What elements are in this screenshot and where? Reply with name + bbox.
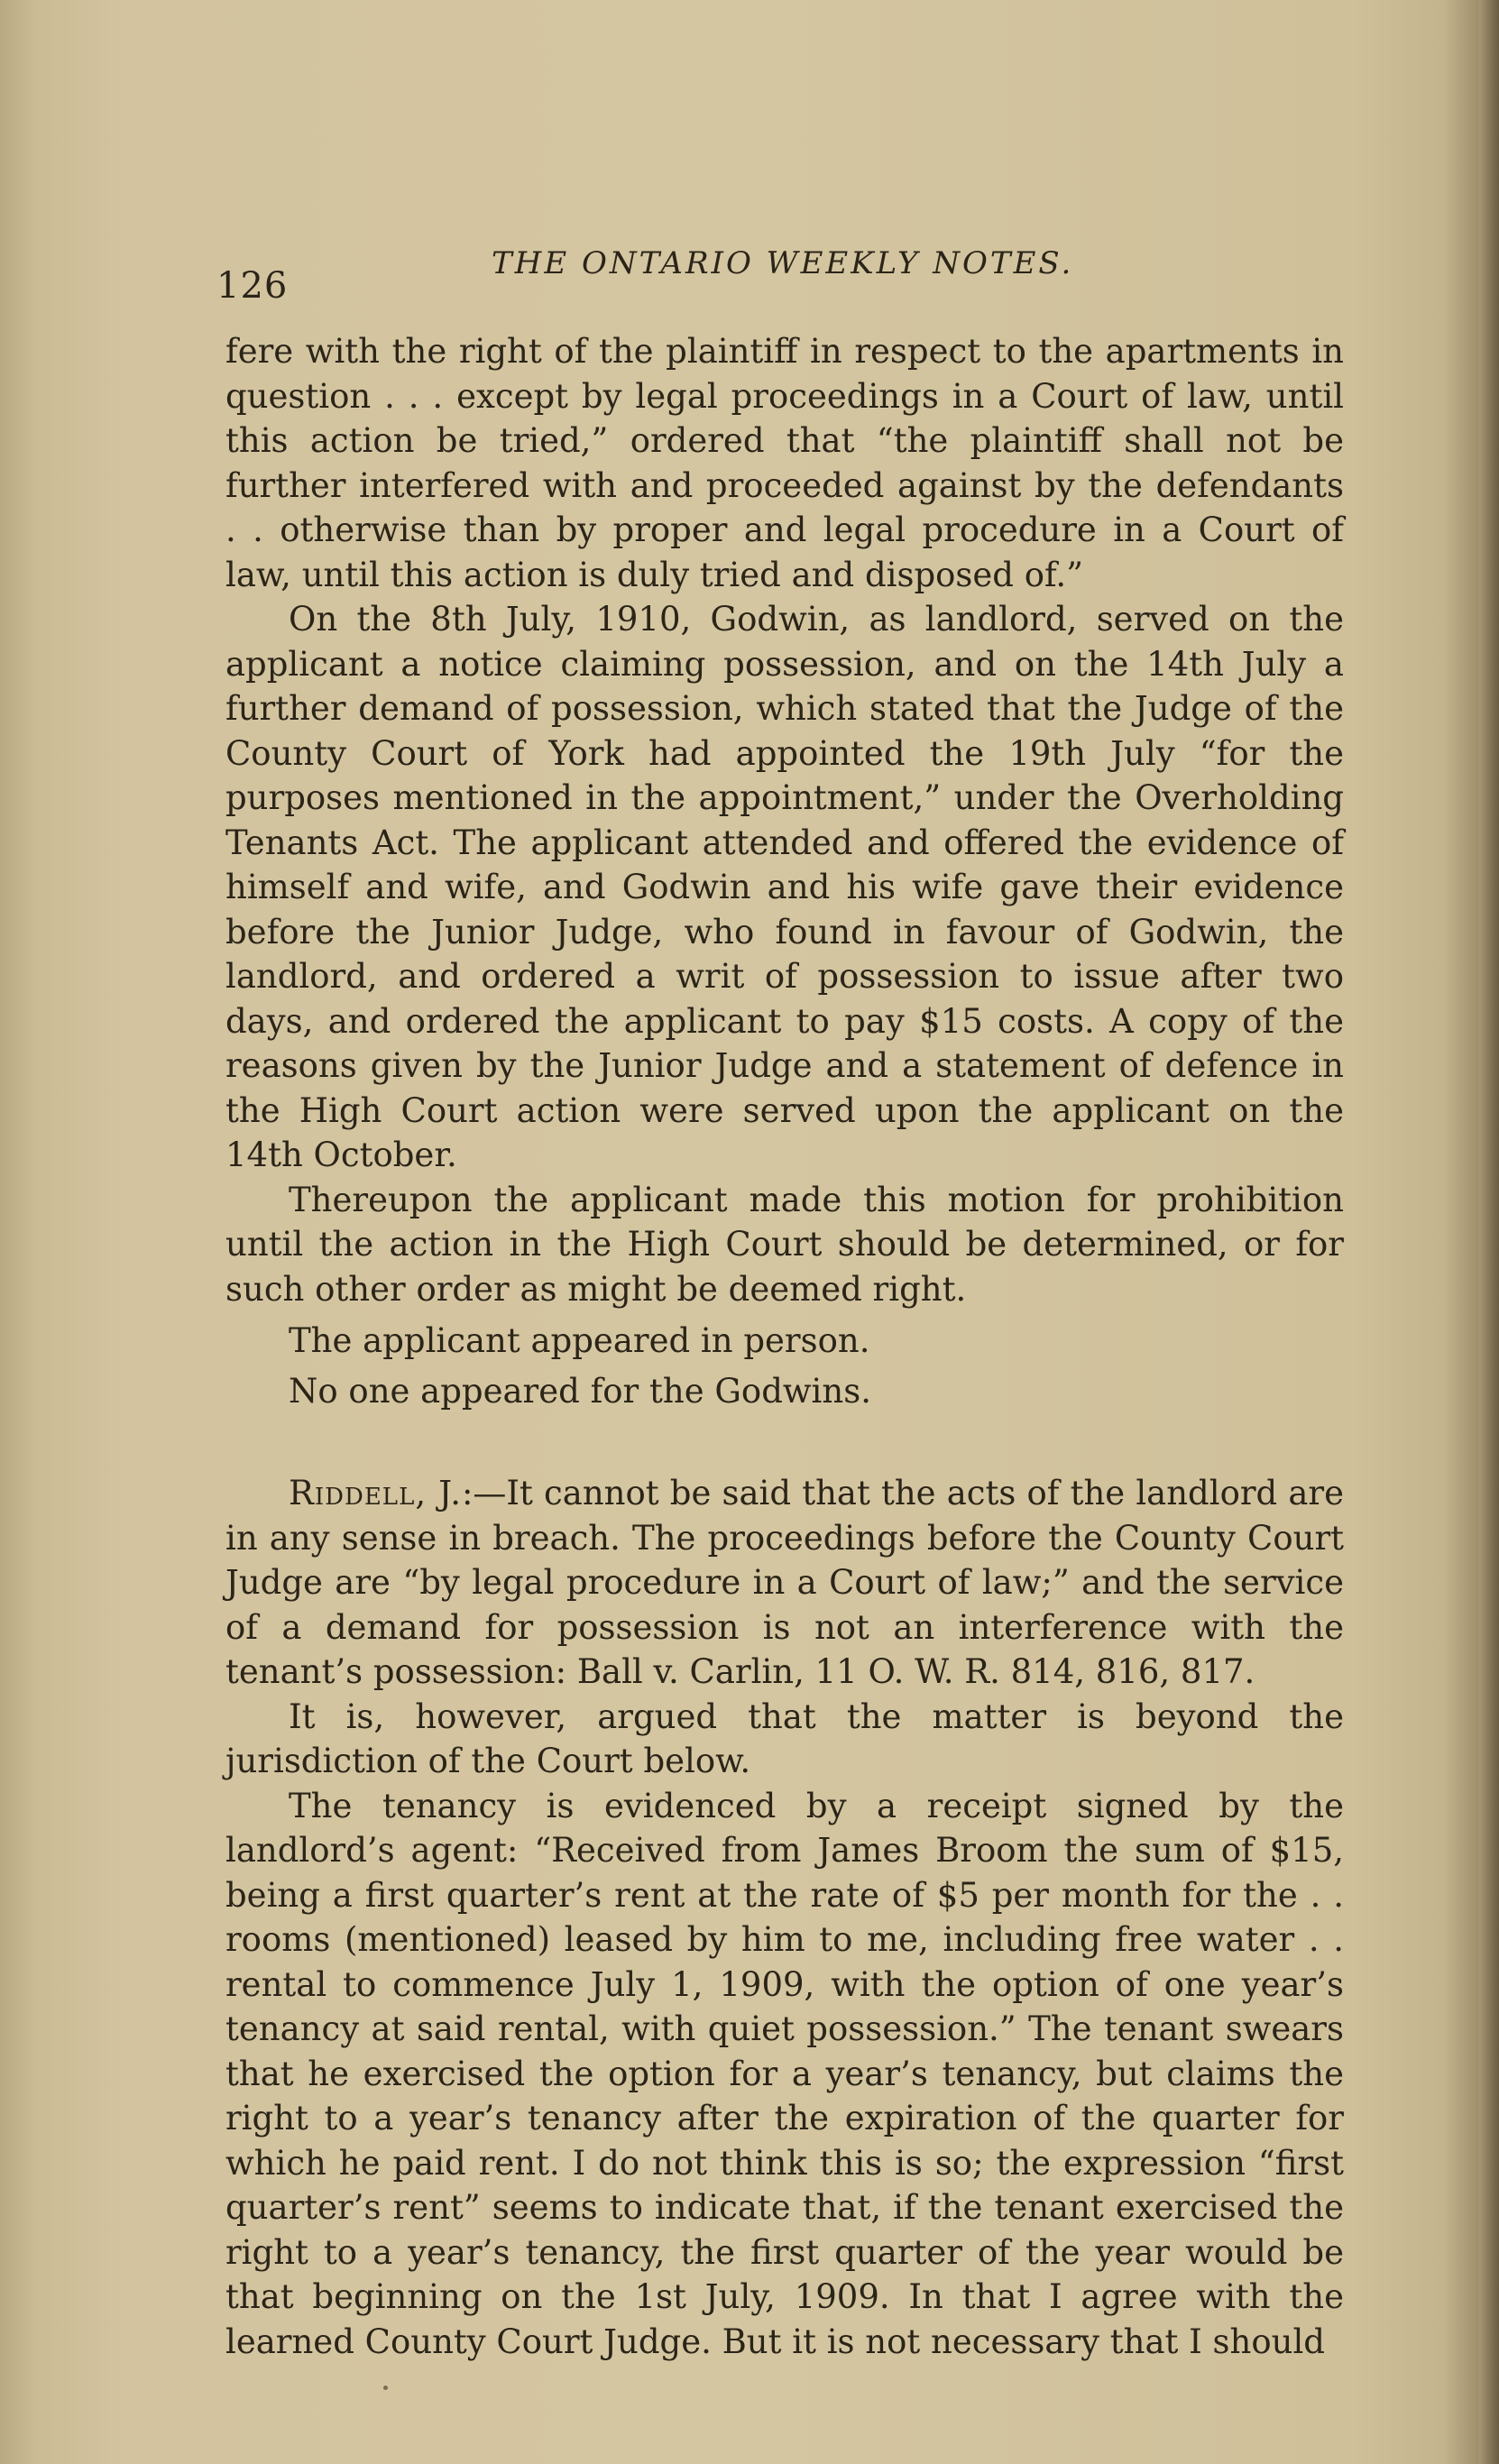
paragraph-appearance-applicant: The applicant appeared in person. bbox=[289, 1321, 870, 1360]
paper-speck bbox=[383, 2386, 388, 2390]
page-header bbox=[216, 236, 1344, 308]
paragraph-motion: Thereupon the applicant made this motion for prohibition until the action in the High Court should be determined, or for such other order as might be deemed right. bbox=[225, 1180, 1344, 1309]
paragraph-jurisdiction: It is, however, argued that the matter is beyond the jurisdiction of the Court below. bbox=[225, 1696, 1344, 1780]
paragraph-judgment-opening bbox=[225, 1471, 1344, 1695]
page-binding-shadow bbox=[1479, 0, 1499, 2464]
paragraph-tenancy: The tenancy is evidenced by a receipt signed by the landlord’s agent: “Received from James Broom the sum of $15, being a first quarter’s rent at the rate of $5 per month for the . . rooms (mentioned) leased by him to me, including free water . . rental to commence July 1, 1909, with the option of one year’s tenancy at said rental, with quiet possession.” The tenant swears that he exercised the option for a year’s tenancy, but claims the right to a year’s tenancy after the expiration of the quarter for which he paid rent. I do not think this is so; the expression “first quarter’s rent” seems to indicate that, if the tenant exercised the right to a year’s tenancy, the first quarter of the year would be that beginning on the 1st July, 1909. In that I agree with the learned County Court Judge. But it is not necessary that I should bbox=[225, 1786, 1344, 2361]
paragraph-facts: On the 8th July, 1910, Godwin, as landlord, served on the applicant a notice claiming possession, and on the 14th July a further demand of possession, which stated that the Judge of the County Court of York had appointed the 19th July “for the purposes mentioned in the appointment,” under the Overholding Tenants Act. The applicant attended and offered the evidence of himself and wife, and Godwin and his wife gave their evidence before the Junior Judge, who found in favour of Godwin, the landlord, and ordered a writ of possession to issue after two days, and ordered the applicant to pay $15 costs. A copy of the reasons given by the Junior Judge and a statement of defence in the High Court action were served upon the applicant on the 14th October. bbox=[225, 600, 1344, 1174]
judge-name: Riddell, J. bbox=[289, 1474, 462, 1512]
paragraph-appearance-respondents: No one appeared for the Godwins. bbox=[289, 1371, 871, 1411]
page-number: 126 bbox=[216, 265, 289, 307]
running-title: THE ONTARIO WEEKLY NOTES. bbox=[492, 245, 1074, 281]
judgment-text: :—It cannot be said that the acts of the landlord are in any sense in breach. The proceedings before the County Court Judge are “by legal procedure in a Court of law;” and the service of a demand for possession is not an interference with the tenant’s possession: Ball v. Carlin, 11 O. W. R. 814, 816, 817. bbox=[225, 1474, 1345, 1691]
body-text bbox=[225, 329, 1344, 2364]
paragraph-continuation: fere with the right of the plaintiff in respect to the apartments in question . . . except by legal proceedings in a Court of law, until this action be tried,” ordered that “the plaintiff shall not be further interfered with and proceeded against by the defendants . . otherwise than by proper and legal procedure in a Court of law, until this action is duly tried and disposed of.” bbox=[225, 332, 1344, 594]
